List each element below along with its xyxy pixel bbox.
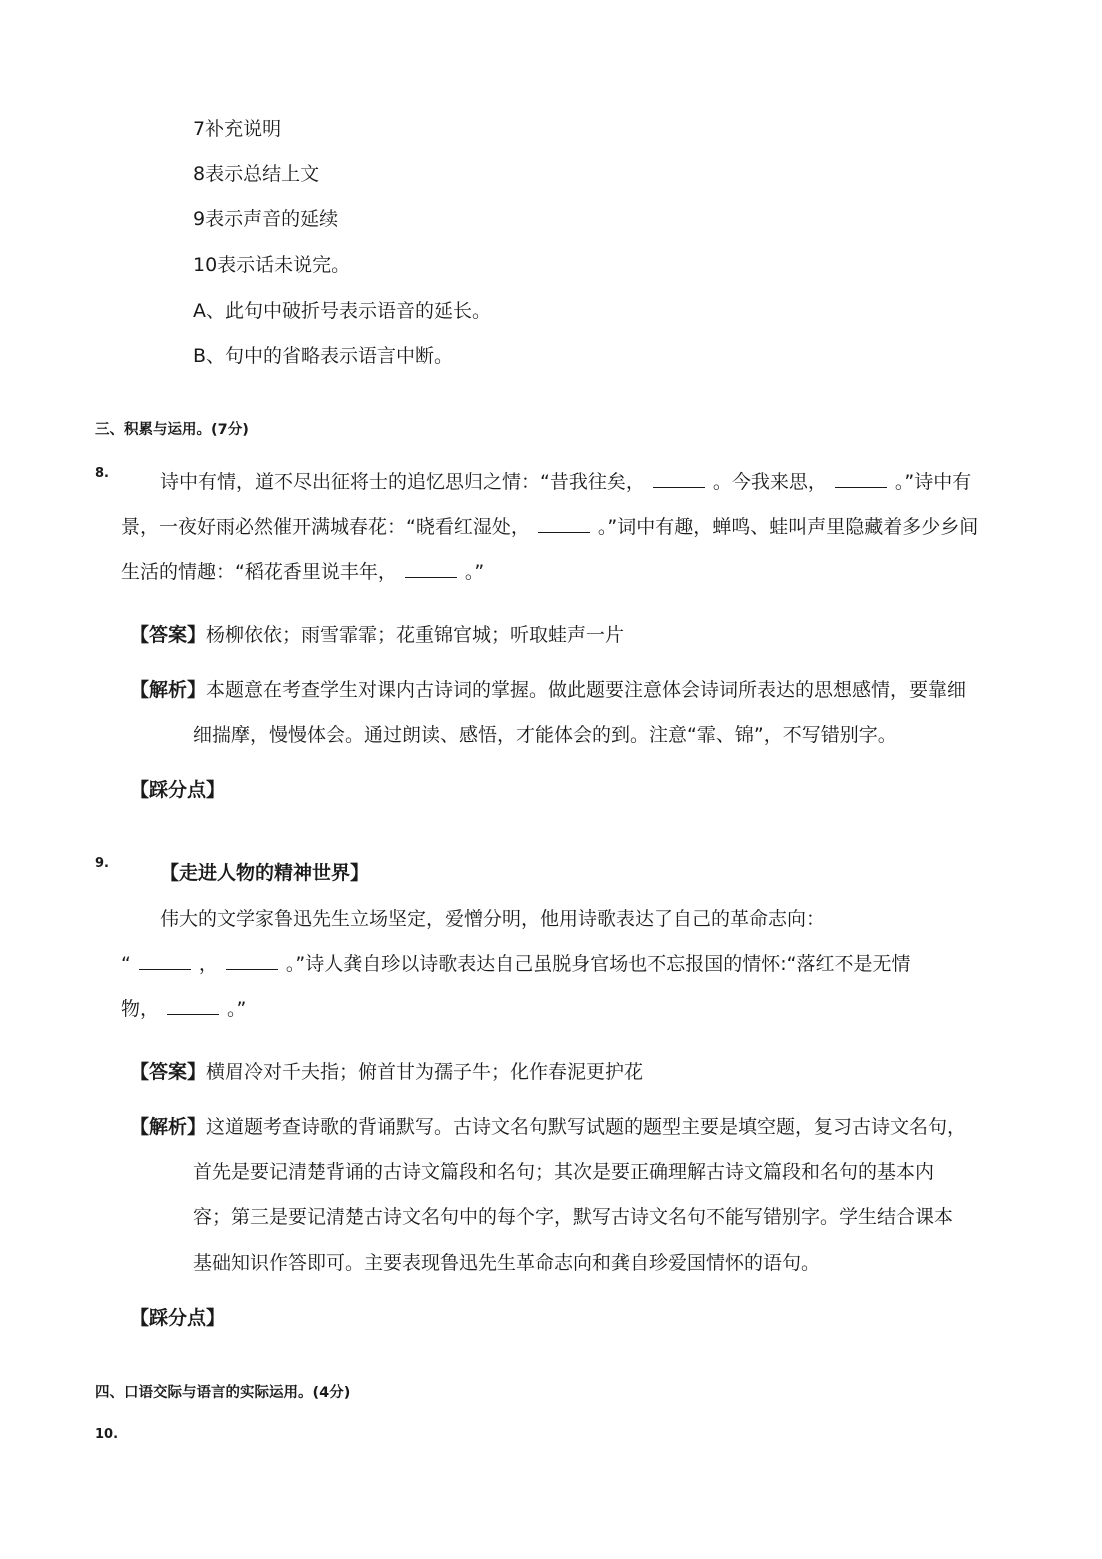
question-text-line bbox=[121, 512, 978, 539]
text-segment: 。” bbox=[464, 561, 485, 583]
text-segment: 物， bbox=[121, 998, 160, 1020]
answer-blank bbox=[167, 996, 219, 1015]
question-text-line: 伟大的文学家鲁迅先生立场坚定，爱憎分明，他用诗歌表达了自己的革命志向： bbox=[160, 908, 826, 930]
text-segment: 生活的情趣：“稻花香里说丰年， bbox=[121, 561, 397, 583]
question-heading: 【走进人物的精神世界】 bbox=[160, 862, 370, 884]
question-text-line bbox=[121, 557, 484, 584]
text-segment: “ bbox=[121, 953, 131, 975]
answer-row bbox=[130, 1057, 643, 1084]
answer-label: 【答案】 bbox=[130, 1061, 207, 1083]
text-segment: 景，一夜好雨必然催开满城春花：“晓看红湿处， bbox=[121, 516, 530, 538]
answer-label: 【答案】 bbox=[130, 624, 207, 646]
list-item: 10表示话未说完。 bbox=[193, 254, 351, 276]
text-segment: 诗中有情，道不尽出征将士的追忆思归之情：“昔我往矣， bbox=[160, 471, 645, 493]
answer-blank bbox=[139, 951, 191, 970]
answer-text: 杨柳依依；雨雪霏霏；花重锦官城；听取蛙声一片 bbox=[206, 624, 625, 646]
analysis-text: 这道题考查诗歌的背诵默写。古诗文名句默写试题的题型主要是填空题，复习古诗文名句， bbox=[206, 1116, 967, 1138]
question-number: 10. bbox=[95, 1427, 119, 1442]
section-title: 四、口语交际与语言的实际运用。(4分) bbox=[95, 1385, 351, 1401]
question-number: 8. bbox=[95, 466, 109, 481]
question-text-line bbox=[121, 994, 246, 1021]
list-item: 9表示声音的延续 bbox=[193, 208, 339, 230]
text-segment: 。”词中有趣，蝉鸣、蛙叫声里隐藏着多少乡间 bbox=[597, 516, 979, 538]
section-title: 三、积累与运用。(7分) bbox=[95, 422, 249, 438]
answer-blank bbox=[405, 559, 457, 578]
scoring-points-label: 【踩分点】 bbox=[130, 1307, 226, 1329]
text-segment: 。” bbox=[227, 998, 247, 1020]
analysis-row bbox=[130, 1112, 966, 1139]
list-item: A、此句中破折号表示语音的延长。 bbox=[193, 300, 491, 322]
answer-blank bbox=[835, 469, 887, 488]
question-text-line bbox=[160, 467, 971, 494]
text-segment: 。”诗中有 bbox=[894, 471, 972, 493]
list-item: 8表示总结上文 bbox=[193, 163, 320, 185]
text-segment: 。”诗人龚自珍以诗歌表达自己虽脱身官场也不忘报国的情怀:“落红不是无情 bbox=[285, 953, 911, 975]
analysis-text: 细揣摩，慢慢体会。通过朗读、感悟，才能体会的到。注意“霏、锦”，不写错别字。 bbox=[193, 724, 897, 746]
answer-blank bbox=[538, 514, 590, 533]
analysis-text: 基础知识作答即可。主要表现鲁迅先生革命志向和龚自珍爱国情怀的语句。 bbox=[193, 1252, 821, 1274]
question-text-line bbox=[121, 949, 910, 976]
list-item: 7补充说明 bbox=[193, 118, 282, 140]
question-number: 9. bbox=[95, 856, 109, 871]
analysis-label: 【解析】 bbox=[130, 1116, 207, 1138]
analysis-text: 本题意在考查学生对课内古诗词的掌握。做此题要注意体会诗词所表达的思想感情，要靠细 bbox=[206, 679, 967, 701]
analysis-label: 【解析】 bbox=[130, 679, 207, 701]
scoring-points-label: 【踩分点】 bbox=[130, 779, 226, 801]
text-segment: ， bbox=[198, 953, 218, 975]
analysis-row bbox=[130, 675, 966, 702]
answer-blank bbox=[226, 951, 278, 970]
list-item: B、句中的省略表示语言中断。 bbox=[193, 345, 454, 367]
answer-row bbox=[130, 620, 624, 647]
analysis-text: 首先是要记清楚背诵的古诗文篇段和名句；其次是要正确理解古诗文篇段和名句的基本内 bbox=[193, 1161, 935, 1183]
answer-blank bbox=[653, 469, 705, 488]
text-segment: 。今我来思， bbox=[712, 471, 827, 493]
answer-text: 横眉冷对千夫指；俯首甘为孺子牛；化作春泥更护花 bbox=[206, 1061, 644, 1083]
analysis-text: 容；第三是要记清楚古诗文名句中的每个字，默写古诗文名句不能写错别字。学生结合课本 bbox=[193, 1206, 954, 1228]
